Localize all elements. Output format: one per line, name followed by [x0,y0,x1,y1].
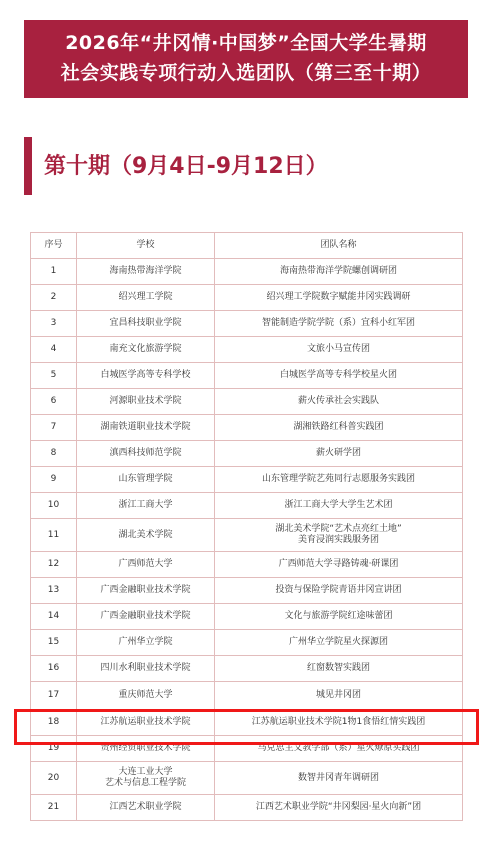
table-header-row [31,233,463,259]
row-team: 浙江工商大学大学生艺术团 [215,493,463,519]
row-team: 海南热带海洋学院螺创调研团 [215,259,463,285]
row-school-line-1: 大连工业大学 [118,767,173,777]
row-no: 10 [31,493,77,519]
table-row [31,552,463,578]
table-row [31,441,463,467]
row-team: 湖湘铁路红科普实践团 [215,415,463,441]
row-no: 12 [31,552,77,578]
row-team: 薪火研学团 [215,441,463,467]
row-team: 江苏航运职业技术学院1物1食悟红情实践团 [215,710,463,736]
table-row [31,467,463,493]
row-no: 7 [31,415,77,441]
row-team: 广州华立学院星火探源团 [215,630,463,656]
table-row [31,795,463,821]
table-row [31,311,463,337]
row-school: 四川水利职业技术学院 [77,656,215,682]
row-school: 白城医学高等专科学校 [77,363,215,389]
table-row [31,578,463,604]
row-school: 江苏航运职业技术学院 [77,710,215,736]
row-team: 文化与旅游学院红途味蕾团 [215,604,463,630]
row-no: 18 [31,710,77,736]
period-heading [24,137,468,195]
row-school-line-2: 艺术与信息工程学院 [104,778,186,788]
row-school: 广西金融职业技术学院 [77,604,215,630]
header-team: 团队名称 [215,233,463,259]
table-row [31,259,463,285]
row-no: 20 [31,762,77,795]
row-team: 红窗数智实践团 [215,656,463,682]
row-no: 9 [31,467,77,493]
table-row [31,493,463,519]
row-school: 滇西科技师范学院 [77,441,215,467]
row-school: 河源职业技术学院 [77,389,215,415]
row-team: 白城医学高等专科学校星火团 [215,363,463,389]
table-row [31,519,463,552]
row-no: 5 [31,363,77,389]
row-team: 投资与保险学院青语井冈宣讲团 [215,578,463,604]
highlight-box [14,709,479,745]
row-school: 广西师范大学 [77,552,215,578]
table-row [31,389,463,415]
row-no: 4 [31,337,77,363]
table-row [31,762,463,795]
table-row-highlighted [31,682,463,710]
row-no: 19 [31,736,77,762]
row-school: 湖南铁道职业技术学院 [77,415,215,441]
table-row [31,415,463,441]
header-no: 序号 [31,233,77,259]
row-team: 马克思主义教学部（系）星火燎原实践团 [215,736,463,762]
row-team [215,519,463,552]
row-no: 3 [31,311,77,337]
row-school: 海南热带海洋学院 [77,259,215,285]
banner-title-line-2: 社会实践专项行动入选团队（第三至十期） [60,62,432,84]
row-no: 14 [31,604,77,630]
title-banner [24,20,468,98]
row-no: 2 [31,285,77,311]
row-team: 文旅小马宣传团 [215,337,463,363]
row-team: 山东管理学院艺苑同行志愿服务实践团 [215,467,463,493]
row-team: 数智井冈青年调研团 [215,762,463,795]
row-school: 绍兴理工学院 [77,285,215,311]
row-team: 江西艺术职业学院“井冈梨园·星火向新”团 [215,795,463,821]
row-school: 湖北美术学院 [77,519,215,552]
row-team: 城见井冈团 [215,682,463,710]
row-team: 薪火传承社会实践队 [215,389,463,415]
row-team: 广西师范大学寻路铸魂·研课团 [215,552,463,578]
period-accent-bar [24,137,32,195]
table-row [31,656,463,682]
row-team-line-1: 湖北美术学院“艺术点亮红土地” [275,524,402,534]
row-no: 21 [31,795,77,821]
row-no: 1 [31,259,77,285]
row-no: 17 [31,682,77,710]
row-no: 13 [31,578,77,604]
row-school: 山东管理学院 [77,467,215,493]
row-school: 广西金融职业技术学院 [77,578,215,604]
table-row [31,363,463,389]
header-school: 学校 [77,233,215,259]
banner-title-line-1: 2026年“井冈情·中国梦”全国大学生暑期 [65,32,427,54]
row-no: 6 [31,389,77,415]
row-no: 11 [31,519,77,552]
row-school: 广州华立学院 [77,630,215,656]
row-team-line-2: 美育浸润实践服务团 [297,535,379,545]
row-no: 8 [31,441,77,467]
table-row [31,630,463,656]
row-no: 16 [31,656,77,682]
table-row [31,285,463,311]
period-title: 第十期（9月4日-9月12日） [44,154,328,179]
row-school: 浙江工商大学 [77,493,215,519]
row-team: 智能制造学院学院（系）宜科小红军团 [215,311,463,337]
row-school [77,762,215,795]
row-school: 重庆师范大学 [77,682,215,710]
table-row [31,337,463,363]
row-school: 贵州经贸职业技术学院 [77,736,215,762]
row-school: 江西艺术职业学院 [77,795,215,821]
row-school: 南充文化旅游学院 [77,337,215,363]
row-no: 15 [31,630,77,656]
row-team: 绍兴理工学院数字赋能井冈实践调研 [215,285,463,311]
row-school: 宜昌科技职业学院 [77,311,215,337]
table-row [31,604,463,630]
